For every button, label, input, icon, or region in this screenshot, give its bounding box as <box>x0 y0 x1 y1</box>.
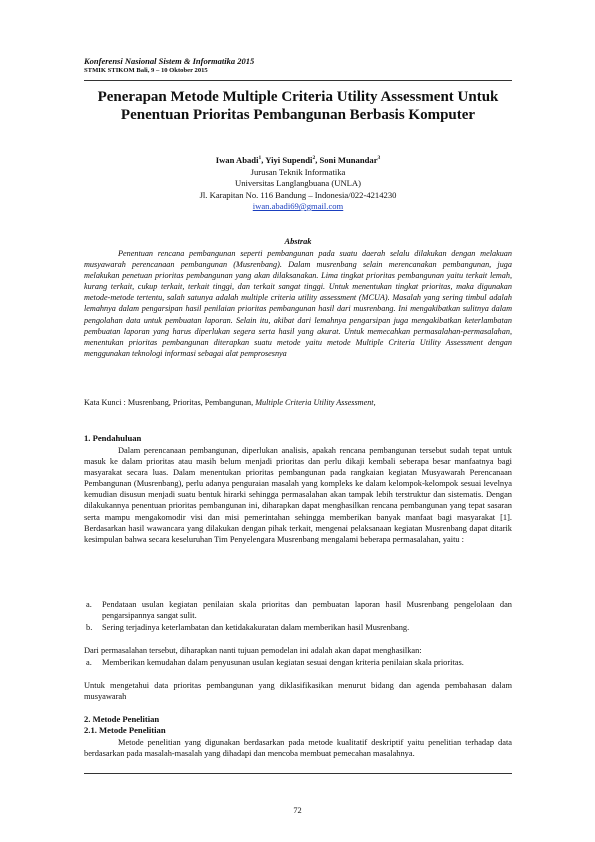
keywords-tail: , <box>373 398 376 407</box>
list-item <box>84 657 512 668</box>
conference-name: Konferensi Nasional Sistem & Informatika 2015 <box>84 56 255 66</box>
author-sup: 3 <box>377 155 381 162</box>
list-text: Sering terjadinya keterlambatan dan ketidakakuratan dalam memberikan hasil Musrenbang. <box>102 623 410 632</box>
list-item <box>84 622 512 633</box>
author-name: Soni Munandar <box>319 155 378 165</box>
abstract-text: Penentuan rencana pembangunan seperti pembangunan pada suatu daerah selalu dilakukan dengan melakuan musyawarah perencanaan pembangunan (Musrenbang). Dalam musrenbang selain merencanakan pembangunan, juga melakukan penetuan prioritas pembangunan yang akan dilaksanakan. Lima tingkat prioritas pembangunan yaitu terkait lemah, kurang terkait, cukup terkait, terkait tinggi, dan terkait sangat tinggi. Untuk menentukan tingkat prioritas, maka digunakan metode-metode tertentu, salah satunya adalah multiple criteria utility assessment (MCUA). Masalah yang sering timbul adalah lemahnya dalam pengarsipan hasil penilaian prioritas pembangunan hasil dari musrenbang. Ini mengakibatkan sulitnya dalam pengolahan data untuk pembuatan laporan. Selain itu, akibat dari lemahnya pengarsipan juga mengakibatkan keterlambatan pembuatan laporan yang harus diperlukan segera serta hasil yang akurat. Untuk memecahkan permasalahan-permasalahan, menentukan prioritas pembangunan diterapkan suatu metode yaitu metode Multiple Criteria Utility Assessment dengan menggunakan teknologi informasi sebagai alat pemprosesnya <box>84 249 512 358</box>
author-line <box>84 155 512 165</box>
keywords-label: Kata Kunci : Musrenbang, Prioritas, Pembangunan, <box>84 398 256 407</box>
footer-rule <box>84 773 512 774</box>
list-text: Memberikan kemudahan dalam penyusunan usulan kegiatan sesuai dengan kriteria penilaian skala prioritas. <box>102 658 464 667</box>
affiliation-university: Universitas Langlangbuana (UNLA) <box>234 178 361 188</box>
list-item <box>84 599 512 621</box>
list-text: Pendataan usulan kegiatan penilaian skala prioritas dan pembuatan laporan hasil Musrenbang pengelolaan dan pengarsipannya sangat sulit. <box>102 600 512 621</box>
author-name: Iwan Abadi <box>215 155 259 165</box>
section2-paragraph: Metode penelitian yang digunakan berdasarkan pada metode kualitatif deskriptif yaitu penelitian terhadap data berdasarkan pada masalah-masalah yang dihadapi dan mencoba membuat pemecahan masalahnya. <box>84 738 512 759</box>
keywords <box>84 398 512 407</box>
list-marker: a. <box>86 658 92 667</box>
keywords-italic: Multiple Criteria Utility Assessment <box>255 398 374 407</box>
affiliation-address: Jl. Karapitan No. 116 Bandung – Indonesia/022-4214230 <box>199 190 397 200</box>
page-number: 72 <box>293 806 302 815</box>
author-sup: 2 <box>312 155 316 162</box>
section1-paragraph: Dari permasalahan tersebut, diharapkan nanti tujuan pemodelan ini adalah akan dapat menghasilkan: <box>84 646 422 655</box>
author-email-link[interactable]: iwan.abadi69@gmail.com <box>252 201 344 211</box>
affiliation-dept: Jurusan Teknik Informatika <box>250 167 346 177</box>
list-marker: b. <box>86 623 93 632</box>
paper-title: Penerapan Metode Multiple Criteria Utility Assessment Untuk Penentuan Prioritas Pembangunan Berbasis Komputer <box>97 89 499 123</box>
section1-paragraph: Dalam perencanaan pembangunan, diperlukan analisis, apakah rencana pembangunan tersebut sudah tepat untuk masuk ke dalam prioritas atau masih belum menjadi prioritas dan perlu dikaji kembali seberapa besar manfaatnya bagi masyarakat secara luas. Dalam menentukan prioritas pembangunan pada rangkaian kegiatan Musyawarah Perencanaan Pembangunan (Musrenbang), perlu adanya penguraian masalah yang kompleks ke dalam kelompok-kelompok sesuai levelnya kemudian disusun menjadi suatu bentuk hirarki sehingga permasalahan akan tampak lebih terstruktur dan sistematis. Dengan dilakukannya penentuan prioritas pembangunan ini, diharapkan dapat menghasilkan rencana pembangunan yang tepat sasaran serta mampu mengakomodir visi dan misi pemerintahan sehingga memberikan banyak manfaat bagi masyarakat [1]. Berdasarkan hasil wawancara yang dilakukan dengan pihak terkait, mengenai pelaksanaan kegiatan Musrenbang dapat ditarik kesimpulan bahwa secara keseluruhan Tim Penyelengara Musrenbang mengalami beberapa permasalahan, yaitu : <box>84 446 512 544</box>
list-marker: a. <box>86 600 92 609</box>
section-heading: 1. Pendahuluan <box>84 433 142 443</box>
author-sep: , <box>261 155 266 165</box>
author-name: Yiyi Supendi <box>265 155 313 165</box>
section1-paragraph: Untuk mengetahui data prioritas pembangunan yang diklasifikasikan menurut bidang dan agenda pembahasan dalam musyawarah <box>84 681 512 702</box>
conference-venue: STMIK STIKOM Bali, 9 – 10 Oktober 2015 <box>84 67 208 74</box>
header-rule <box>84 80 512 81</box>
subsection-heading: 2.1. Metode Penelitian <box>84 725 166 735</box>
abstract-heading: Abstrak <box>284 237 312 246</box>
section-heading: 2. Metode Penelitian <box>84 714 160 724</box>
author-sup: 1 <box>258 155 262 162</box>
author-sep: , <box>315 155 320 165</box>
